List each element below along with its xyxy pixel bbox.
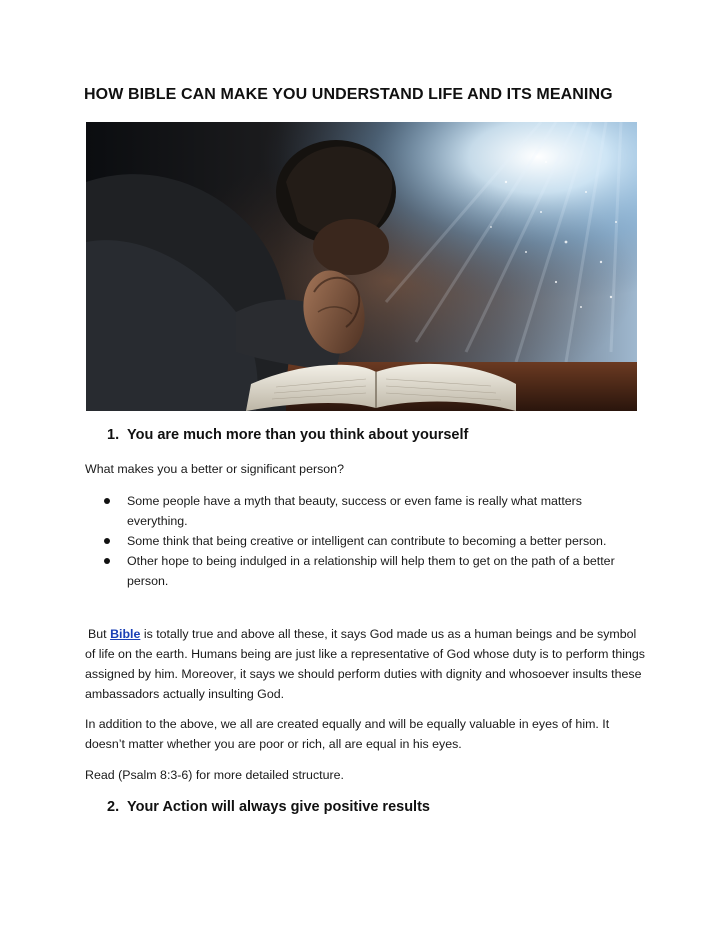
bullet-icon — [104, 498, 110, 504]
section-2-number: 2. — [107, 799, 120, 815]
bullet-icon — [104, 558, 110, 564]
bible-link[interactable]: Bible — [110, 627, 141, 641]
paragraph-prefix: But — [88, 627, 107, 641]
section-2-heading-text: Your Action will always give positive results — [127, 799, 430, 815]
list-item — [100, 491, 640, 531]
section-1-paragraph-1 — [85, 624, 645, 704]
section-1-paragraph-3: Read (Psalm 8:3-6) for more detailed structure. — [85, 768, 344, 782]
list-item-text: Some people have a myth that beauty, success or even fame is really what matters everything. — [127, 494, 583, 528]
section-1-heading — [107, 427, 468, 443]
list-item — [100, 531, 640, 551]
paragraph-text: is totally true and above all these, it says God made us as a human beings and be symbol of life on the earth. Humans being are just like a representative of God whose duty is to perform things assigned by him. Moreover, it says we should perform duties with dignity and whosoever insults these ambassadors actually insulting God. — [85, 627, 645, 701]
list-item — [100, 551, 640, 591]
section-1-heading-text: You are much more than you think about yourself — [127, 427, 469, 443]
page-title: HOW BIBLE CAN MAKE YOU UNDERSTAND LIFE AND ITS MEANING — [84, 86, 613, 103]
section-1-bullet-list — [100, 491, 640, 591]
list-item-text: Other hope to being indulged in a relationship will help them to get on the path of a better person. — [127, 554, 615, 588]
man-praying-over-open-bible-image — [86, 122, 637, 411]
bullet-icon — [104, 538, 110, 544]
section-1-paragraph-2: In addition to the above, we all are created equally and will be equally valuable in eyes of him. It doesn’t matter whether you are poor or rich, all are equal in his eyes. — [85, 717, 610, 751]
section-2-heading — [107, 799, 430, 815]
list-item-text: Some think that being creative or intelligent can contribute to becoming a better person. — [127, 534, 607, 548]
section-1-question: What makes you a better or significant person? — [85, 462, 344, 476]
section-1-number: 1. — [107, 427, 120, 443]
